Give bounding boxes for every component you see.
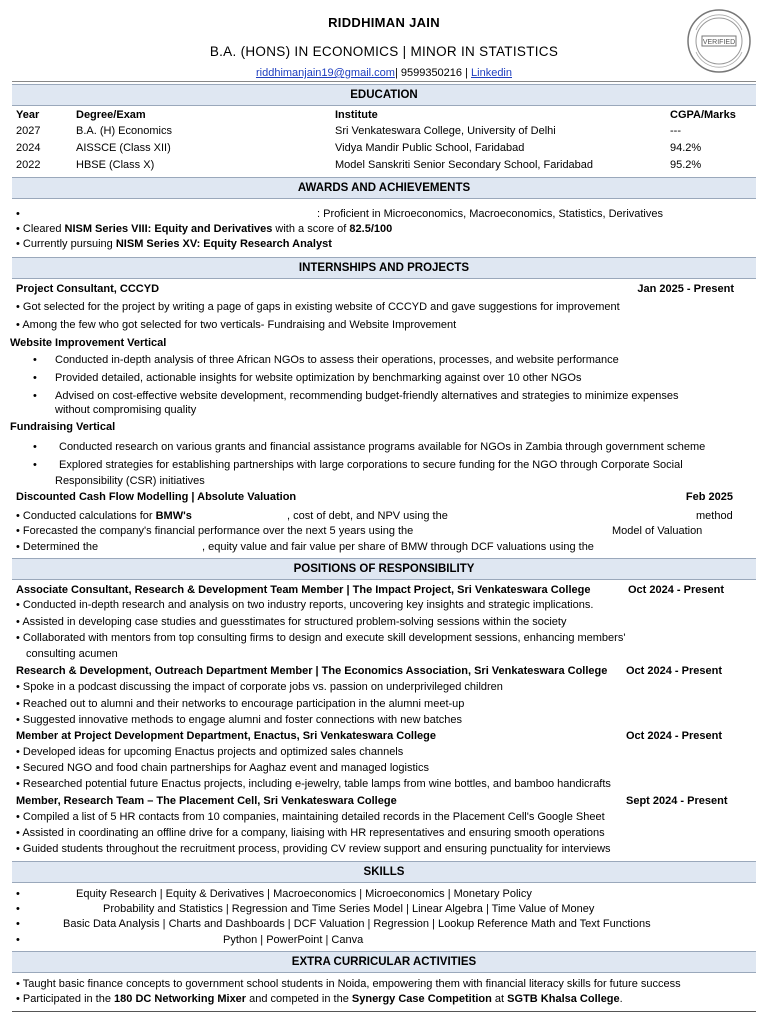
footer-divider [12, 1011, 756, 1012]
role-date: Oct 2024 - Present [626, 730, 722, 742]
contact-line [0, 67, 768, 79]
edu-degree: AISSCE (Class XII) [76, 142, 171, 154]
list-item-cont: consulting acumen [26, 648, 118, 660]
phone-number: | 9599350216 | [394, 67, 468, 79]
list-item: • Guided students throughout the recruitment process, providing CV review support and ensuring punctuality for interviews [16, 843, 611, 855]
extra-heading: EXTRA CURRICULAR ACTIVITIES [12, 951, 756, 973]
role-title: Member at Project Development Department, Enactus, Sri Venkateswara College [16, 730, 436, 742]
role-date: Oct 2024 - Present [626, 665, 722, 677]
role-date: Oct 2024 - Present [628, 584, 724, 596]
positions-heading: POSITIONS OF RESPONSIBILITY [12, 558, 756, 580]
edu-institute: Vidya Mandir Public School, Faridabad [335, 142, 525, 154]
email-link[interactable]: riddhimanjain19@gmail.com [255, 67, 395, 79]
bullet-icon: • [33, 372, 37, 384]
bullet-icon: • [33, 441, 37, 453]
edu-year: 2022 [16, 159, 41, 171]
role-title: Member, Research Team – The Placement Cell, Sri Venkateswara College [16, 795, 397, 807]
role-date: Sept 2024 - Present [626, 795, 728, 807]
skill-line: Basic Data Analysis | Charts and Dashboards | DCF Valuation | Regression | Lookup Reference Math and Text Functions [63, 918, 651, 930]
edu-year: 2027 [16, 125, 41, 137]
edu-year: 2024 [16, 142, 41, 154]
bullet-icon: • [16, 208, 20, 220]
edu-degree: HBSE (Class X) [76, 159, 155, 171]
role-title: Associate Consultant, Research & Development Team Member | The Impact Project, Sri Venkateswara College [16, 584, 591, 596]
list-item: • Compiled a list of 5 HR contacts from 10 companies, maintaining detailed records in the Placement Cell's Google Sheet [16, 811, 605, 823]
award-item: • Cleared NISM Series VIII: Equity and Derivatives with a score of 82.5/100 [16, 223, 393, 235]
edu-header-marks: CGPA/Marks [670, 109, 736, 121]
list-item: • Suggested innovative methods to engage alumni and foster connections with new batches [16, 714, 462, 726]
list-item: • Researched potential future Enactus projects, including e-jewelry, table lamps from wine bottles, and bamboo handicrafts [16, 778, 611, 790]
bullet-icon: • [16, 888, 20, 900]
list-item-part: method [696, 510, 733, 522]
edu-institute: Model Sanskriti Senior Secondary School, Faridabad [335, 159, 594, 171]
project-title: Project Consultant, CCCYD [16, 283, 160, 295]
list-item: • Developed ideas for upcoming Enactus projects and optimized sales channels [16, 746, 404, 758]
skills-heading: SKILLS [12, 861, 756, 883]
list-item-part: Model of Valuation [612, 525, 703, 537]
edu-header-institute: Institute [335, 109, 378, 121]
list-item: Provided detailed, actionable insights for website optimization by benchmarking against over 10 other NGOs [55, 372, 582, 384]
degree-line: B.A. (HONS) IN ECONOMICS | MINOR IN STATISTICS [209, 44, 559, 59]
bullet-icon: • [16, 934, 20, 946]
edu-marks: 95.2% [670, 159, 702, 171]
list-item: • Spoke in a podcast discussing the impact of corporate jobs vs. passion on underprivileged children [16, 681, 503, 693]
award-item: : Proficient in Microeconomics, Macroeconomics, Statistics, Derivatives [317, 208, 663, 220]
list-item: • Taught basic finance concepts to government school students in Noida, empowering them with financial literacy skills for future success [16, 978, 681, 990]
list-item: Conducted research on various grants and financial assistance programs available for NGOs in Zambia through government scheme [59, 441, 706, 453]
project-date: Feb 2025 [685, 491, 733, 503]
list-item-part: , equity value and fair value per share of BMW through DCF valuations using the [202, 541, 594, 553]
bullet-icon: • [33, 354, 37, 366]
list-item: • Participated in the 180 DC Networking Mixer and competed in the Synergy Case Competition at SGTB Khalsa College. [16, 993, 623, 1005]
list-item: Advised on cost-effective website development, recommending budget-friendly alternatives and strategies to minimize expenses [55, 390, 679, 402]
list-item-part: , cost of debt, and NPV using the [287, 510, 448, 522]
edu-marks: --- [670, 125, 681, 137]
list-item: • Assisted in developing case studies and guesstimates for structured problem-solving sessions within the society [16, 616, 567, 628]
bullet-icon: • [16, 903, 20, 915]
list-item-cont: Responsibility (CSR) initiatives [55, 475, 205, 487]
list-item-cont: without compromising quality [55, 404, 197, 416]
bullet-icon: • [33, 390, 37, 402]
list-item: • Among the few who got selected for two verticals- Fundraising and Website Improvement [16, 319, 457, 331]
bullet-icon: • [33, 459, 37, 471]
candidate-name: RIDDHIMAN JAIN [328, 15, 440, 30]
list-item: • Collaborated with mentors from top consulting firms to design and execute skill development sessions, enhancing members' [16, 632, 626, 644]
skill-line: Python | PowerPoint | Canva [223, 934, 364, 946]
list-item: • Forecasted the company's financial performance over the next 5 years using the [16, 525, 414, 537]
awards-heading: AWARDS AND ACHIEVEMENTS [12, 177, 756, 199]
internships-heading: INTERNSHIPS AND PROJECTS [12, 257, 756, 279]
education-heading: EDUCATION [12, 84, 756, 106]
edu-header-year: Year [16, 109, 40, 121]
skill-line: Probability and Statistics | Regression and Time Series Model | Linear Algebra | Time Value of Money [103, 903, 595, 915]
list-item: • Reached out to alumni and their networks to encourage participation in the alumni meet-up [16, 698, 465, 710]
subsection-title: Website Improvement Vertical [10, 337, 167, 349]
edu-marks: 94.2% [670, 142, 702, 154]
linkedin-link[interactable]: Linkedin [471, 67, 512, 79]
edu-header-degree: Degree/Exam [76, 109, 146, 121]
list-item: • Determined the [16, 541, 99, 553]
list-item: • Conducted calculations for BMW's [16, 510, 192, 522]
list-item: • Got selected for the project by writing a page of gaps in existing website of CCCYD and gave suggestions for improvement [16, 301, 620, 313]
award-item: • Currently pursuing NISM Series XV: Equity Research Analyst [16, 238, 332, 250]
edu-degree: B.A. (H) Economics [76, 125, 172, 137]
project-date: Jan 2025 - Present [637, 283, 734, 295]
verified-seal-icon [686, 8, 752, 74]
bullet-icon: • [16, 918, 20, 930]
skill-line: Equity Research | Equity & Derivatives | Macroeconomics | Microeconomics | Monetary Policy [76, 888, 532, 900]
edu-institute: Sri Venkateswara College, University of Delhi [335, 125, 556, 137]
list-item: Conducted in-depth analysis of three African NGOs to assess their operations, processes, and website performance [55, 354, 619, 366]
header-divider [12, 81, 756, 82]
project-title: Discounted Cash Flow Modelling | Absolute Valuation [16, 491, 297, 503]
role-title: Research & Development, Outreach Department Member | The Economics Association, Sri Venkateswara College [16, 665, 608, 677]
list-item: • Secured NGO and food chain partnerships for Aaghaz event and managed logistics [16, 762, 429, 774]
list-item: • Conducted in-depth research and analysis on two industry reports, uncovering key insights and strategic implications. [16, 599, 594, 611]
svg-text:VERIFIED: VERIFIED [702, 39, 736, 46]
list-item: Explored strategies for establishing partnerships with large corporations to secure funding for the NGO through Corporate Social [59, 459, 683, 471]
list-item: • Assisted in coordinating an offline drive for a company, liaising with HR representatives and ensuring smooth operations [16, 827, 605, 839]
subsection-title: Fundraising Vertical [10, 421, 116, 433]
